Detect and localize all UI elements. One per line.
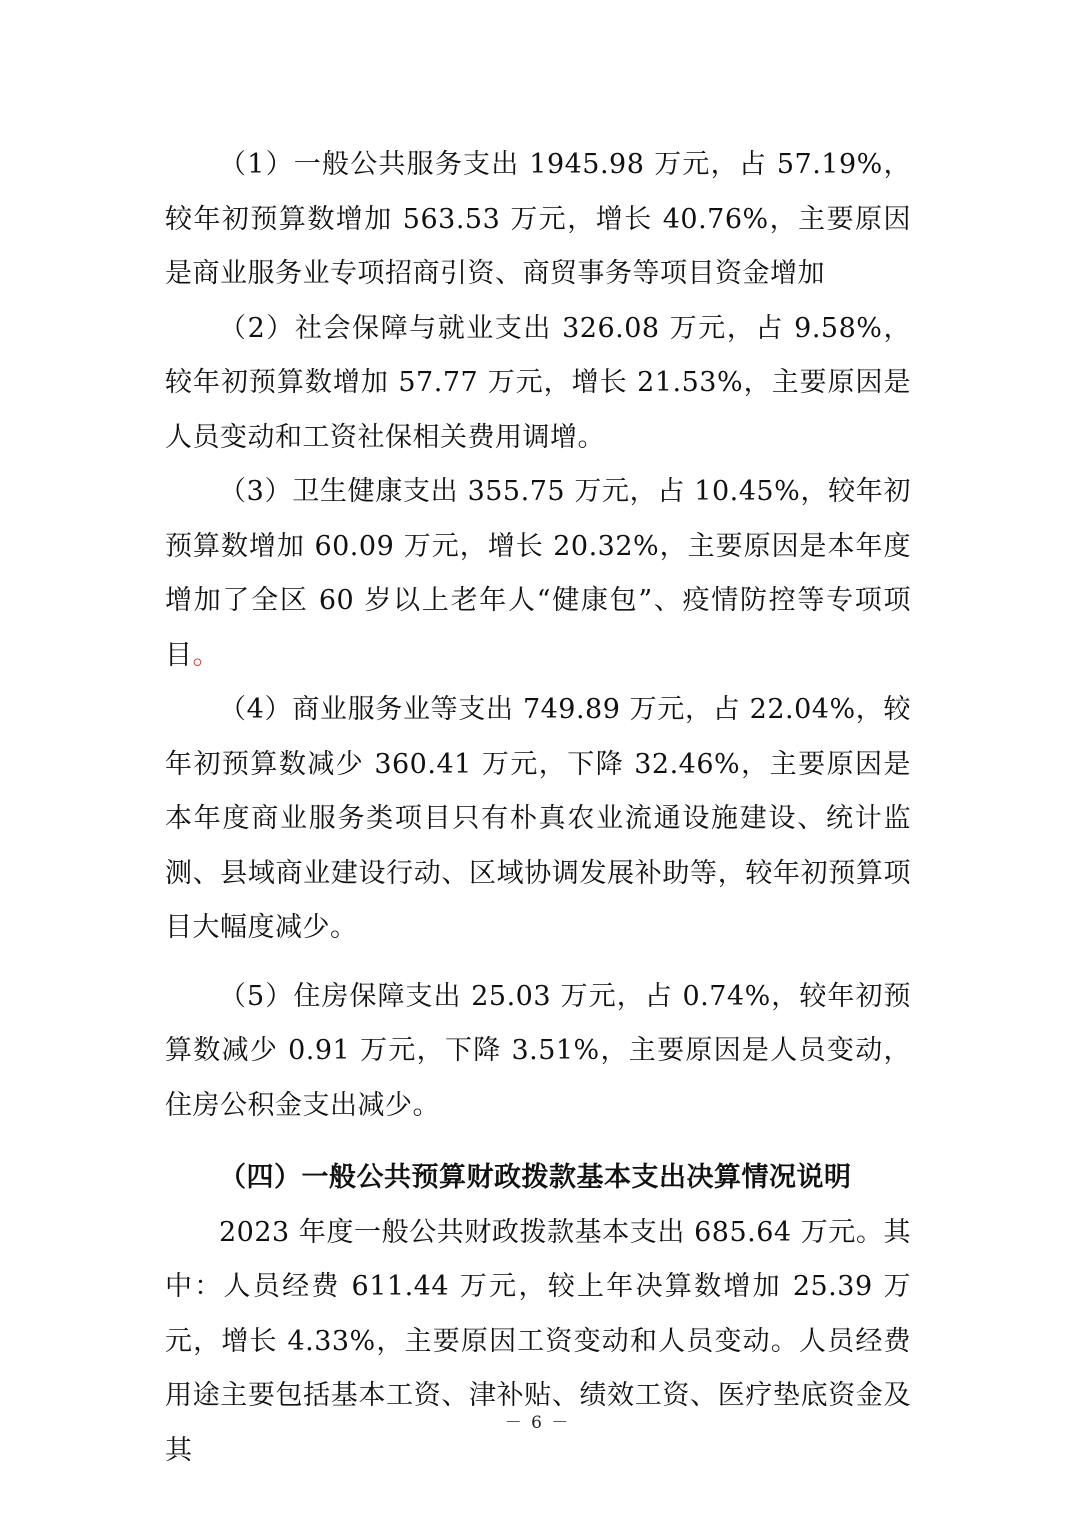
section-heading-basic-expenditure: （四）一般公共预算财政拨款基本支出决算情况说明: [219, 1162, 852, 1193]
document-body: [165, 138, 911, 1478]
paragraph-basic-expenditure: 2023 年度一般公共财政拨款基本支出 685.64 万元。其中：人员经费 611.44 万元，较上年决算数增加 25.39 万元，增长 4.33%，主要原因工资变动和人员变动。人员经费用途主要包括基本工资、津补贴、绩效工资、医疗垫底资金及其: [165, 1216, 911, 1466]
paragraph-health-text: （3）卫生健康支出 355.75 万元，占 10.45%，较年初预算数增加 60.09 万元，增长 20.32%，主要原因是本年度增加了全区 60 岁以上老年人“健康包”、疫情防控等专项项目: [165, 476, 911, 671]
paragraph-housing: （5）住房保障支出 25.03 万元，占 0.74%，较年初预算数减少 0.91 万元，下降 3.51%，主要原因是人员变动，住房公积金支出减少。: [165, 980, 911, 1121]
page-number: － 6 －: [504, 1413, 571, 1433]
paragraph-commerce: （4）商业服务业等支出 749.89 万元，占 22.04%，较年初预算数减少 360.41 万元，下降 32.46%，主要原因是本年度商业服务类项目只有朴真农业流通设施建设、统计监测、县域商业建设行动、区域协调发展补助等，较年初预算项目大幅度减少。: [165, 694, 911, 943]
paragraph-health: [165, 465, 911, 683]
paragraph-social-security: （2）社会保障与就业支出 326.08 万元，占 9.58%，较年初预算数增加 57.77 万元，增长 21.53%，主要原因是人员变动和工资社保相关费用调增。: [165, 312, 911, 453]
paragraph-general-public-services: （1）一般公共服务支出 1945.98 万元，占 57.19%，较年初预算数增加 563.53 万元，增长 40.76%，主要原因是商业服务业专项招商引资、商贸事务等项目资金增加: [165, 149, 911, 289]
paragraph-health-end-mark: 。: [192, 639, 220, 671]
